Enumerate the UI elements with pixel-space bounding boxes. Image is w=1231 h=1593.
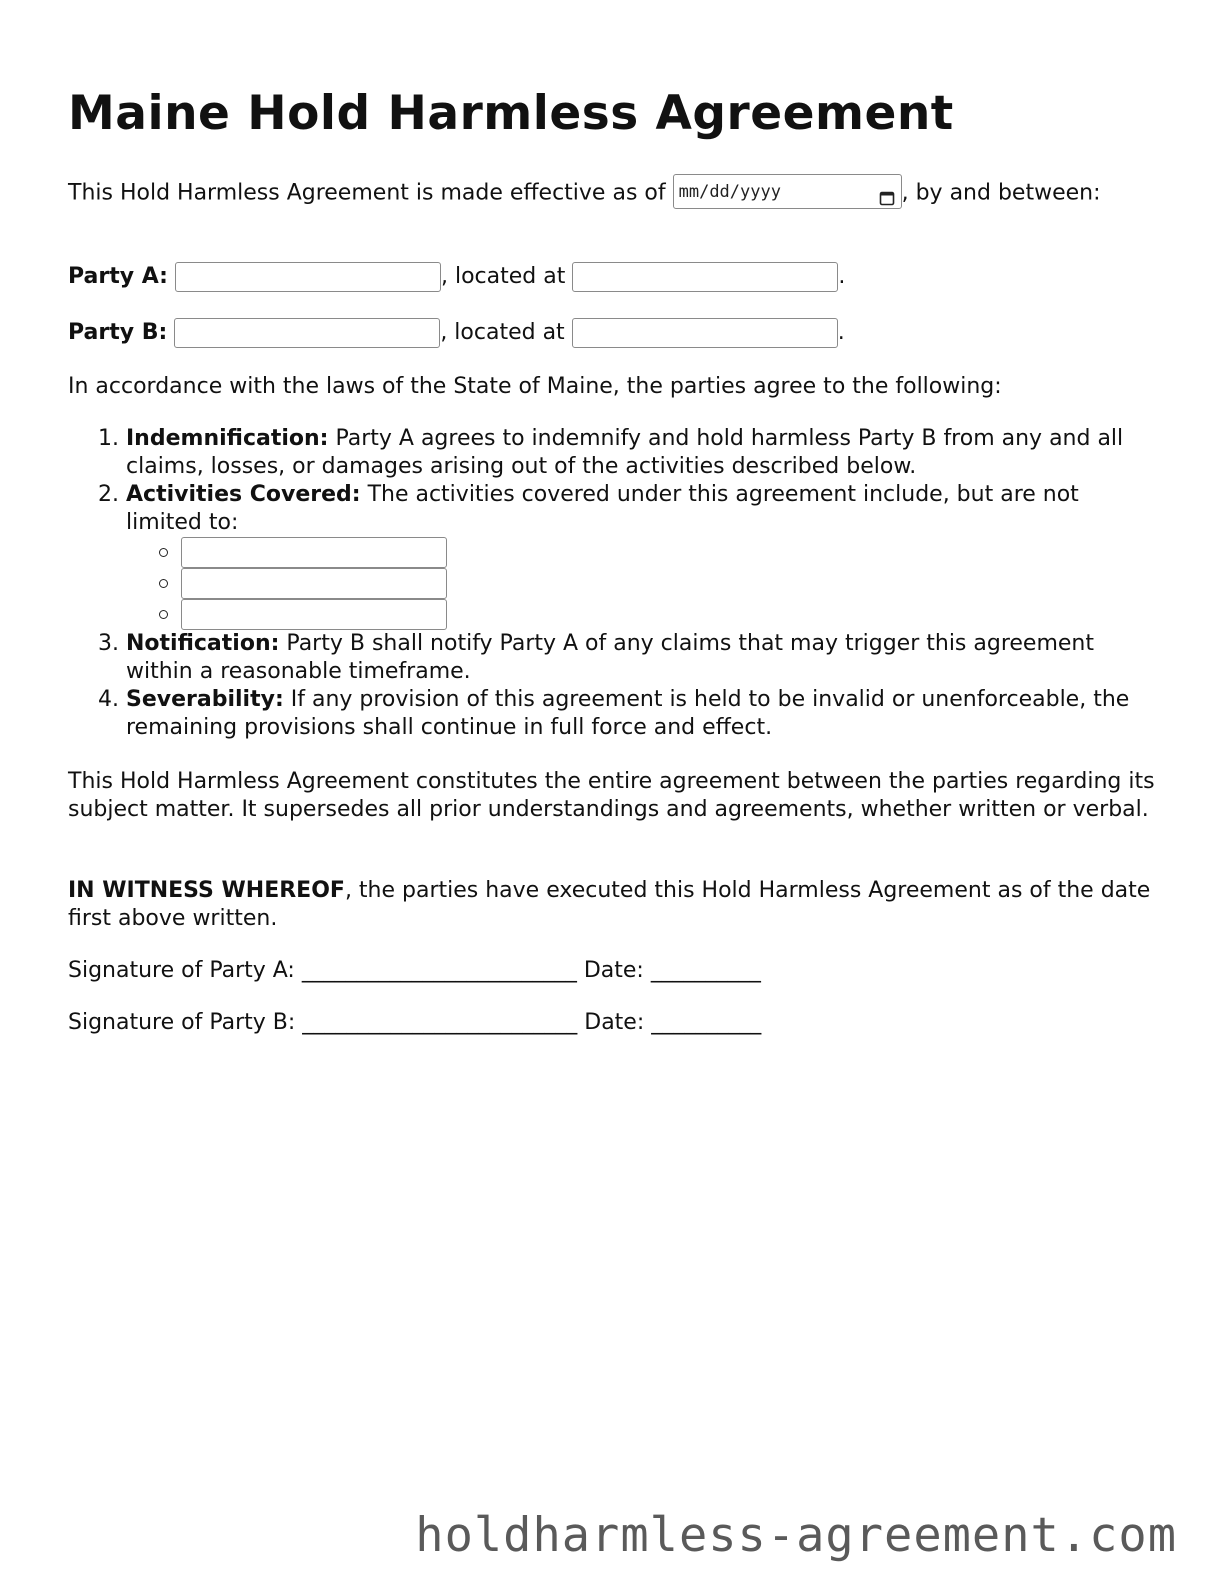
party-a-name-input[interactable] <box>175 262 441 292</box>
party-a-located-at: , located at <box>440 264 566 289</box>
witness-heading: IN WITNESS WHEREOF <box>68 878 345 903</box>
intro-suffix: , by and between: <box>901 180 1101 206</box>
clause-heading: Severability: <box>126 687 284 712</box>
calendar-icon[interactable] <box>879 184 895 200</box>
party-b-located-at: , located at <box>440 320 565 345</box>
date-placeholder: mm/dd/yyyy <box>678 181 781 202</box>
party-b-address-input[interactable] <box>572 318 838 348</box>
party-a-label: Party A: <box>68 264 168 289</box>
clause-heading: Notification: <box>126 631 280 656</box>
party-a-row <box>68 262 845 292</box>
clause-text: Party A agrees to indemnify and hold harmless Party B from any and all claims, losses, or damages arising out of the activities described below. <box>126 426 1124 479</box>
activities-list <box>126 537 1158 630</box>
clause-text: Party B shall notify Party A of any claims that may trigger this agreement within a reasonable timeframe. <box>126 631 1095 684</box>
party-b-label: Party B: <box>68 320 168 345</box>
laws-statement: In accordance with the laws of the State of Maine, the parties agree to the following: <box>68 374 1002 399</box>
witness-text: , the parties have executed this Hold Harmless Agreement as of the date first above written. <box>68 878 1151 931</box>
activity-item <box>146 537 1158 568</box>
intro-paragraph <box>68 176 1148 211</box>
clause-text: If any provision of this agreement is held to be invalid or unenforceable, the remaining provisions shall continue in full force and effect. <box>126 687 1130 740</box>
signature-line-party-a: Signature of Party A: _________________________ Date: __________ <box>68 958 761 983</box>
party-a-address-input[interactable] <box>572 262 838 292</box>
clause-severability <box>126 686 1158 742</box>
signature-line-party-b: Signature of Party B: _________________________ Date: __________ <box>68 1010 762 1035</box>
activity-item <box>146 568 1158 599</box>
bullet-icon <box>159 610 168 619</box>
activity-input-1[interactable] <box>181 537 447 568</box>
activity-input-3[interactable] <box>181 599 447 630</box>
clause-activities-covered <box>126 481 1158 630</box>
party-b-end: . <box>837 320 845 345</box>
witness-paragraph <box>68 877 1158 933</box>
clause-heading: Activities Covered: <box>126 482 361 507</box>
clause-notification <box>126 630 1158 686</box>
clauses-list <box>68 425 1158 742</box>
bullet-icon <box>159 579 168 588</box>
clause-heading: Indemnification: <box>126 426 329 451</box>
intro-prefix: This Hold Harmless Agreement is made effective as of <box>68 180 666 206</box>
watermark: holdharmless-agreement.com <box>415 1508 1177 1563</box>
party-a-end: . <box>838 264 846 289</box>
activity-item <box>146 599 1158 630</box>
bullet-icon <box>159 548 168 557</box>
clause-indemnification <box>126 425 1158 481</box>
entire-agreement-paragraph: This Hold Harmless Agreement constitutes the entire agreement between the parties regarding its subject matter. It supersedes all prior understandings and agreements, whether written or verbal. <box>68 769 1155 822</box>
party-b-name-input[interactable] <box>174 318 440 348</box>
effective-date-input[interactable] <box>673 174 902 209</box>
activity-input-2[interactable] <box>181 568 447 599</box>
party-b-row <box>68 318 845 348</box>
clause-text: The activities covered under this agreement include, but are not limited to: <box>126 482 1079 535</box>
page-title: Maine Hold Harmless Agreement <box>68 86 954 141</box>
